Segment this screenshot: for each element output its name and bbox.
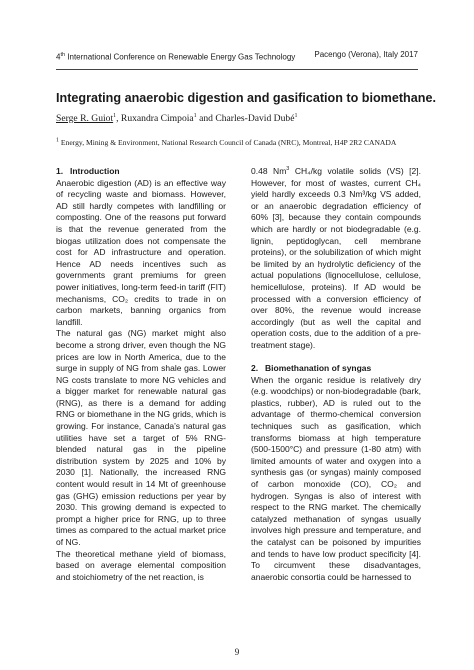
section-number: 1. xyxy=(56,166,64,176)
paragraph-text: 0.48 Nm xyxy=(251,166,287,176)
left-column xyxy=(56,166,226,583)
author-separator: and xyxy=(196,113,216,124)
author-3: Charles-David Dubé xyxy=(215,113,295,124)
author-presenter: Serge R. Guiot xyxy=(56,113,114,124)
affiliation-mark: 1 xyxy=(113,112,117,119)
affiliation-mark: 1 xyxy=(193,112,197,119)
superscript: 3 xyxy=(286,166,290,173)
conference-ordinal: 4 xyxy=(56,52,61,62)
section-title: Biomethanation of syngas xyxy=(265,363,372,374)
page-number: 9 xyxy=(234,647,240,657)
header-rule xyxy=(56,69,418,70)
paragraph: The natural gas (NG) market might also become a strong driver, even though the NG prices are low in North America, due to the surge in supply of NG from shale gas. Lower NG costs translate to more NG vehicles and a bigger market for renewable natural gas (RNG), as there is a demand for adding RNG or biomethane in the NG grids, which is growing. For instance, Canada’s natural gas utilities have set a target of 5% RNG-blended natural gas in the pipeline distribution system by 2025 and 10% by 2030 [1]. Nationally, the increased RNG content would result in 14 Mt of greenhouse gas (GHG) emission reductions per year by 2030. This growing demand is expected to prompt a higher price for RNG, up to three times as compared to the actual market price of NG. xyxy=(56,328,226,547)
affiliation xyxy=(56,138,434,148)
paper-title: Integrating anaerobic digestion and gasification to biomethane. xyxy=(56,91,436,105)
section-heading-biomethanation xyxy=(251,363,421,375)
right-column xyxy=(251,166,421,583)
paragraph-text: CH₄/kg volatile solids (VS) [2]. However, for most of wastes, current CH₄ yield hardly exceeds 0.3 Nm³/kg VS added, or an anaerobic degradation efficiency of 60% [3], because they contain compounds which are hardly or not biodegradable (e.g. lignin, peptidoglycan, cell membrane proteins), or the solubilization of which might be limited by an hydrolytic deficiency of the actual populations (lignocellulose, cellulose, hemicellulose, proteins). If AD would be processed with a conversion efficiency of over 80%, the revenue would increase accordingly (but as well the capital and operation costs, due to the addition of a pre-treatment stage). xyxy=(251,166,421,350)
conference-location: Pacengo (Verona), Italy 2017 xyxy=(314,50,418,59)
section-title: Introduction xyxy=(70,166,120,176)
section-number: 2. xyxy=(251,363,259,374)
conference-ordinal-suffix: th xyxy=(60,52,66,58)
affiliation-mark: 1 xyxy=(294,112,298,119)
paragraph: When the organic residue is relatively dry (e.g. woodchips) or non-biodegradable (bark, plastics, rubber), AD is ruled out to the advantage of thermo-chemical conversion techniques such as gasification, which transforms biomass at high temperature (500-1500°C) and pressure (1-80 atm) with limited amounts of water and oxygen into a synthesis gas (or syngas) mainly composed of carbon monoxide (CO), CO₂ and hydrogen. Syngas is also of interest with respect to the RNG market. The chemically catalyzed methanation of syngas usually involves high pressure and temperature, and the catalyst can be poisoned by impurities and tends to have low product specificity [4]. To circumvent these disadvantages, anaerobic consortia could be harnessed to xyxy=(251,374,421,582)
author-separator: , xyxy=(116,113,121,124)
section-heading-introduction xyxy=(56,166,226,178)
paragraph: Anaerobic digestion (AD) is an effective way of recycling waste and biomass. However, AD still hardly competes with landfilling or composting. One of the reasons put forward is that the revenue generated from the biogas utilization does not compensate the cost for AD infrastructure and operation. Hence AD needs incentives such as governments grant premiums for green power initiatives, long-term feed-in tariff (FIT) mechanisms, CO₂ credits to trade in on carbon markets, banning organics from landfill. xyxy=(56,177,226,327)
spacer xyxy=(251,352,421,364)
paragraph xyxy=(251,166,421,352)
affiliation-mark: 1 xyxy=(56,137,59,144)
author-list xyxy=(56,113,434,125)
running-header xyxy=(56,50,418,63)
affiliation-text: Energy, Mining & Environment, National Research Council of Canada (NRC), Montreal, H4P 2R2 CANADA xyxy=(59,138,397,147)
conference-title: International Conference on Renewable Energy Gas Technology xyxy=(65,52,296,62)
paragraph: The theoretical methane yield of biomass, based on average elemental composition and stoichiometry of the net reaction, is xyxy=(56,548,226,582)
author-2: Ruxandra Cimpoia xyxy=(120,113,194,124)
conference-name xyxy=(56,50,295,63)
